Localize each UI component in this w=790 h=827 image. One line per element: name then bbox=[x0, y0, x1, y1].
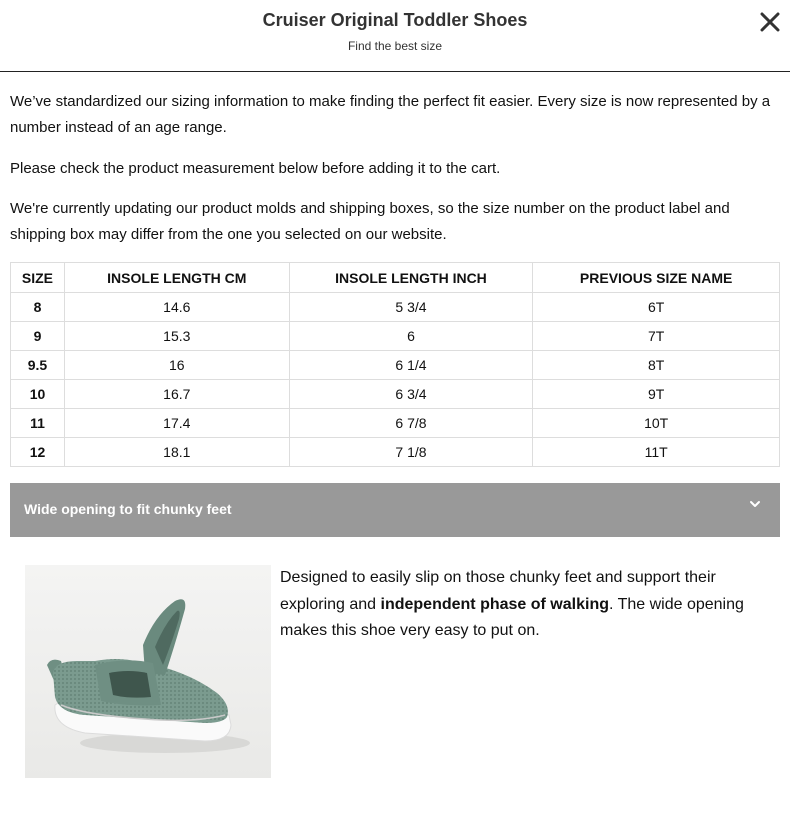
intro-paragraph-3: We're currently updating our product molds and shipping boxes, so the size number on the product label and shipping box may differ from the one you selected on our website. bbox=[10, 200, 730, 243]
size-column-header: SIZE bbox=[11, 263, 65, 293]
insole-cm-cell: 14.6 bbox=[64, 293, 289, 322]
previous-size-cell: 7T bbox=[533, 322, 780, 351]
size-table bbox=[10, 262, 780, 467]
size-cell: 9 bbox=[11, 322, 65, 351]
previous-size-cell: 11T bbox=[533, 438, 780, 467]
previous-size-cell: 9T bbox=[533, 380, 780, 409]
modal-content bbox=[0, 72, 790, 805]
feature-section bbox=[10, 565, 780, 805]
insole-inch-cell: 5 3/4 bbox=[289, 293, 533, 322]
size-cell: 8 bbox=[11, 293, 65, 322]
insole-cm-cell: 16 bbox=[64, 351, 289, 380]
previous-size-column-header: PREVIOUS SIZE NAME bbox=[533, 263, 780, 293]
modal-header bbox=[0, 0, 790, 72]
shoe-illustration bbox=[25, 565, 271, 778]
table-row bbox=[11, 380, 780, 409]
insole-cm-cell: 18.1 bbox=[64, 438, 289, 467]
shoe-product-image bbox=[25, 565, 271, 778]
insole-inch-cell: 6 1/4 bbox=[289, 351, 533, 380]
insole-inch-cell: 6 bbox=[289, 322, 533, 351]
accordion-label: Wide opening to fit chunky feet bbox=[24, 501, 232, 517]
feature-text-after: . The wide opening makes this shoe very easy to put on. bbox=[280, 595, 744, 639]
insole-inch-column-header: INSOLE LENGTH INCH bbox=[289, 263, 533, 293]
insole-cm-cell: 16.7 bbox=[64, 380, 289, 409]
insole-inch-cell: 6 7/8 bbox=[289, 409, 533, 438]
previous-size-cell: 10T bbox=[533, 409, 780, 438]
table-row bbox=[11, 293, 780, 322]
table-row bbox=[11, 322, 780, 351]
insole-inch-cell: 7 1/8 bbox=[289, 438, 533, 467]
page-subtitle: Find the best size bbox=[347, 39, 443, 53]
insole-cm-cell: 17.4 bbox=[64, 409, 289, 438]
previous-size-cell: 6T bbox=[533, 293, 780, 322]
feature-accordion-toggle[interactable] bbox=[10, 483, 780, 537]
table-row bbox=[11, 438, 780, 467]
size-cell: 10 bbox=[11, 380, 65, 409]
insole-cm-cell: 15.3 bbox=[64, 322, 289, 351]
table-row bbox=[11, 409, 780, 438]
feature-description bbox=[280, 565, 770, 645]
intro-paragraph-2: Please check the product measurement below before adding it to the cart. bbox=[10, 160, 501, 177]
size-cell: 11 bbox=[11, 409, 65, 438]
previous-size-cell: 8T bbox=[533, 351, 780, 380]
intro-paragraph-1: We’ve standardized our sizing information to make finding the perfect fit easier. Every size is now represented by a number instead of an age range. bbox=[10, 93, 771, 136]
feature-text-before: Designed to easily slip on those chunky feet and support their exploring and bbox=[280, 569, 716, 613]
insole-cm-column-header: INSOLE LENGTH CM bbox=[64, 263, 289, 293]
chevron-down-icon[interactable] bbox=[748, 497, 762, 511]
size-cell: 12 bbox=[11, 438, 65, 467]
size-table-header-row bbox=[11, 263, 780, 293]
size-cell: 9.5 bbox=[11, 351, 65, 380]
page-title: Cruiser Original Toddler Shoes bbox=[262, 10, 528, 30]
table-row bbox=[11, 351, 780, 380]
insole-inch-cell: 6 3/4 bbox=[289, 380, 533, 409]
feature-text-bold: independent phase of walking bbox=[380, 595, 609, 613]
close-icon[interactable] bbox=[758, 10, 782, 34]
